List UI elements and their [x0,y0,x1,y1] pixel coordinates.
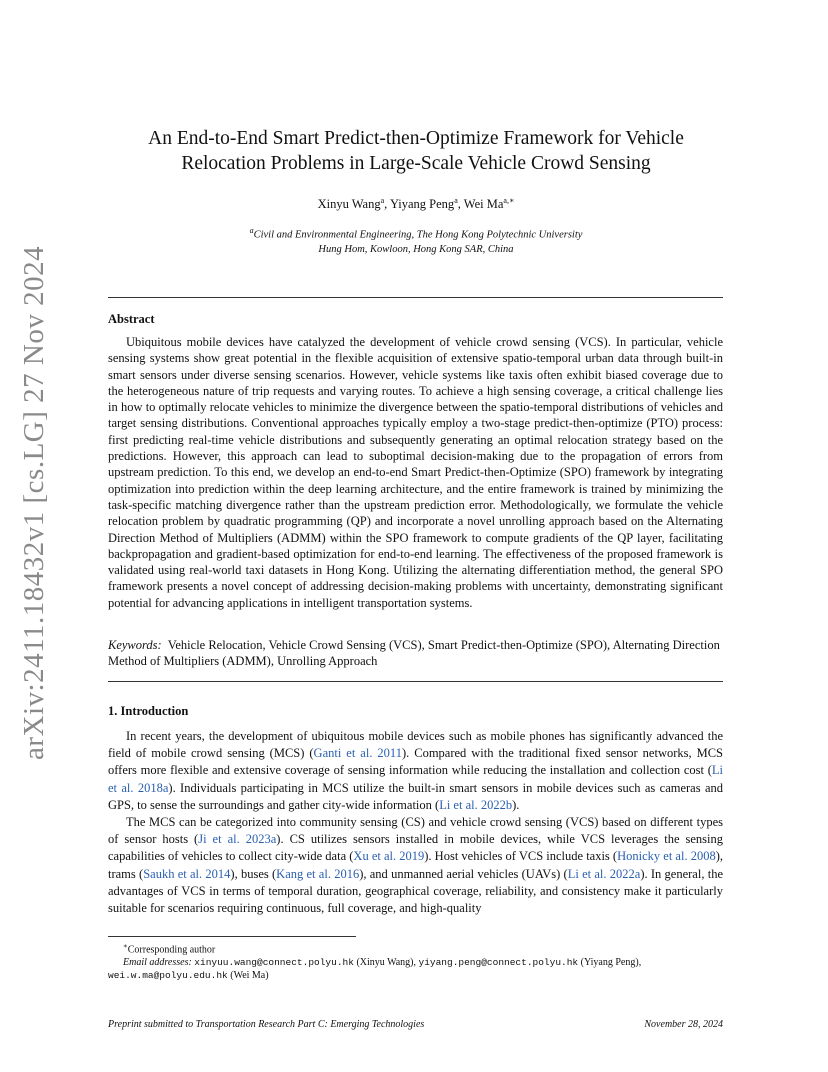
paragraph-text: ). Host vehicles of VCS include taxis ( [424,849,618,864]
author: Xinyu Wang$^a$, [317,196,390,212]
introduction-body [108,728,723,917]
paragraph-text: ). In general, the advantages of VCS in terms of temporal duration, geographical coverage, reliability, and consistency make it particularly suitable for scenarios requiring continuous, full coverage, and high-quality [108,866,723,916]
paragraph-text: The MCS can be categorized into community sensing (CS) and vehicle crowd sensing (VCS) based on different types of sensor hosts ( [108,815,723,847]
abstract-heading: Abstract [108,312,155,326]
abstract-top-rule [108,297,723,298]
citation-link[interactable]: Li et al. 2022a [567,866,641,881]
paragraph-text: In recent years, the development of ubiquitous mobile devices such as mobile phones has significantly advanced the field of mobile crowd sensing (MCS) ( [108,729,723,761]
email-addresses: Email addresses: xinyuu.wang@connect.polyu.hk (Xinyu Wang), yiyang.peng@connect.polyu.hk (Yiyang Peng), [123,957,642,969]
intro-paragraph-2 [108,814,723,917]
intro-paragraph-1 [108,728,723,814]
citation-link[interactable]: Li et al. 2018a [108,763,723,795]
citation-link[interactable]: Ganti et al. 2011 [313,746,402,761]
corresponding-author-note: ∗Corresponding author [123,942,216,956]
author: Yiyang Peng$^a$, [389,196,464,212]
footnotes [108,940,723,982]
paragraph-text: ), trams ( [108,849,723,881]
paper-title [110,126,722,176]
keywords-label: Keywords: [108,638,162,652]
citation-link[interactable]: Ji et al. 2023a [198,832,277,847]
affiliation [110,224,722,257]
email-addresses-cont: wei.w.ma@polyu.edu.hk (Wei Ma) [108,970,269,982]
paragraph-text: ). Compared with the traditional fixed sensor networks, MCS offers more flexible and extensive coverage of sensing information while reducing the installation and collection cost ( [108,746,724,778]
title-line-2: Relocation Problems in Large-Scale Vehicle Crowd Sensing [181,153,651,174]
paragraph-text: ), and unmanned aerial vehicles (UAVs) ( [359,866,568,881]
abstract-bottom-rule [108,681,723,682]
keywords [108,637,723,670]
email-link[interactable]: yiyang.peng@connect.polyu.hk [418,957,579,969]
arxiv-identifier-stamp[interactable]: arXiv:2411.18432v1 [cs.LG] 27 Nov 2024 [18,245,50,760]
email-link[interactable]: xinyuu.wang@connect.polyu.hk [194,957,354,969]
paragraph-text: ). Individuals participating in MCS utilize the built-in smart sensors in mobile devices such as cameras and GPS, to sense the surroundings and gather city-wide information ( [108,780,723,812]
citation-link[interactable]: Honicky et al. 2008 [617,849,716,864]
title-line-1: An End-to-End Smart Predict-then-Optimize Framework for Vehicle [148,128,684,149]
keywords-list: Vehicle Relocation, Vehicle Crowd Sensing (VCS), Smart Predict-then-Optimize (SPO), Alternating Direction Method of Multipliers (ADMM), Unrolling Approach [108,638,720,669]
author: Wei $Ma^{a,∗}$ [463,196,515,212]
author-list [110,196,722,212]
citation-link[interactable]: Kang et al. 2016 [276,866,360,881]
email-link[interactable]: wei.w.ma@polyu.edu.hk [108,970,228,982]
preprint-date: November 28, 2024 [644,1019,723,1030]
preprint-notice: Preprint submitted to Transportation Research Part C: Emerging Technologies [108,1019,425,1030]
affiliation-line-2: Hung Hom, Kowloon, Hong Kong SAR, China [318,243,514,255]
footnote-rule [108,936,356,937]
affiliation-line-1: $^a$Civil and Environmental Engineering, The Hong Kong Polytechnic University [249,226,583,241]
paragraph-text: ). CS utilizes sensors installed in mobile devices, while VCS leverages the sensing capabilities of vehicles to collect city-wide data ( [108,832,723,864]
citation-link[interactable]: Xu et al. 2019 [353,849,425,864]
paragraph-text: ). [512,797,520,812]
abstract-body: Ubiquitous mobile devices have catalyzed the development of vehicle crowd sensing (VCS). In particular, vehicle sensing systems show great potential in the flexible acquisition of extensive spatio-temporal urban data through built-in smart sensors under diverse sensing scenarios. However, vehicle systems like taxis often exhibit biased coverage due to the heterogeneous nature of trip requests and varying routes. To achieve a high sensing coverage, a critical challenge lies in how to optimally relocate vehicles to minimize the divergence between the spatio-temporal distributions of vehicles and target sensing distributions. Conventional approaches typically employ a two-stage predict-then-optimize (PTO) process: first predicting real-time vehicle distributions and subsequently generating an optimal relocation strategy based on the predictions. However, this approach can lead to suboptimal decision-making due to the propagation of errors from upstream prediction. To this end, we develop an end-to-end Smart Predict-then-Optimize (SPO) framework by integrating optimization into prediction within the deep learning architecture, and the entire framework is trained by minimizing the task-specific matching divergence rather than the upstream prediction error. Methodologically, we formulate the vehicle relocation problem by quadratic programming (QP) and incorporate a novel unrolling approach based on the Alternating Direction Method of Multipliers (ADMM) within the SPO framework to compute gradients of the QP layer, facilitating backpropagation and gradient-based optimization for end-to-end learning. The effectiveness of the proposed framework is validated using real-world taxi datasets in Hong Kong. Utilizing the alternating differentiation method, the general SPO framework presents a novel concept of addressing decision-making problems with uncertainty, demonstrating significant potential for advancing applications in intelligent transportation systems. [108,335,723,610]
paragraph-text: ), buses ( [230,866,277,881]
introduction-heading: 1. Introduction [108,704,189,718]
citation-link[interactable]: Li et al. 2022b [439,797,513,812]
citation-link[interactable]: Saukh et al. 2014 [143,866,231,881]
